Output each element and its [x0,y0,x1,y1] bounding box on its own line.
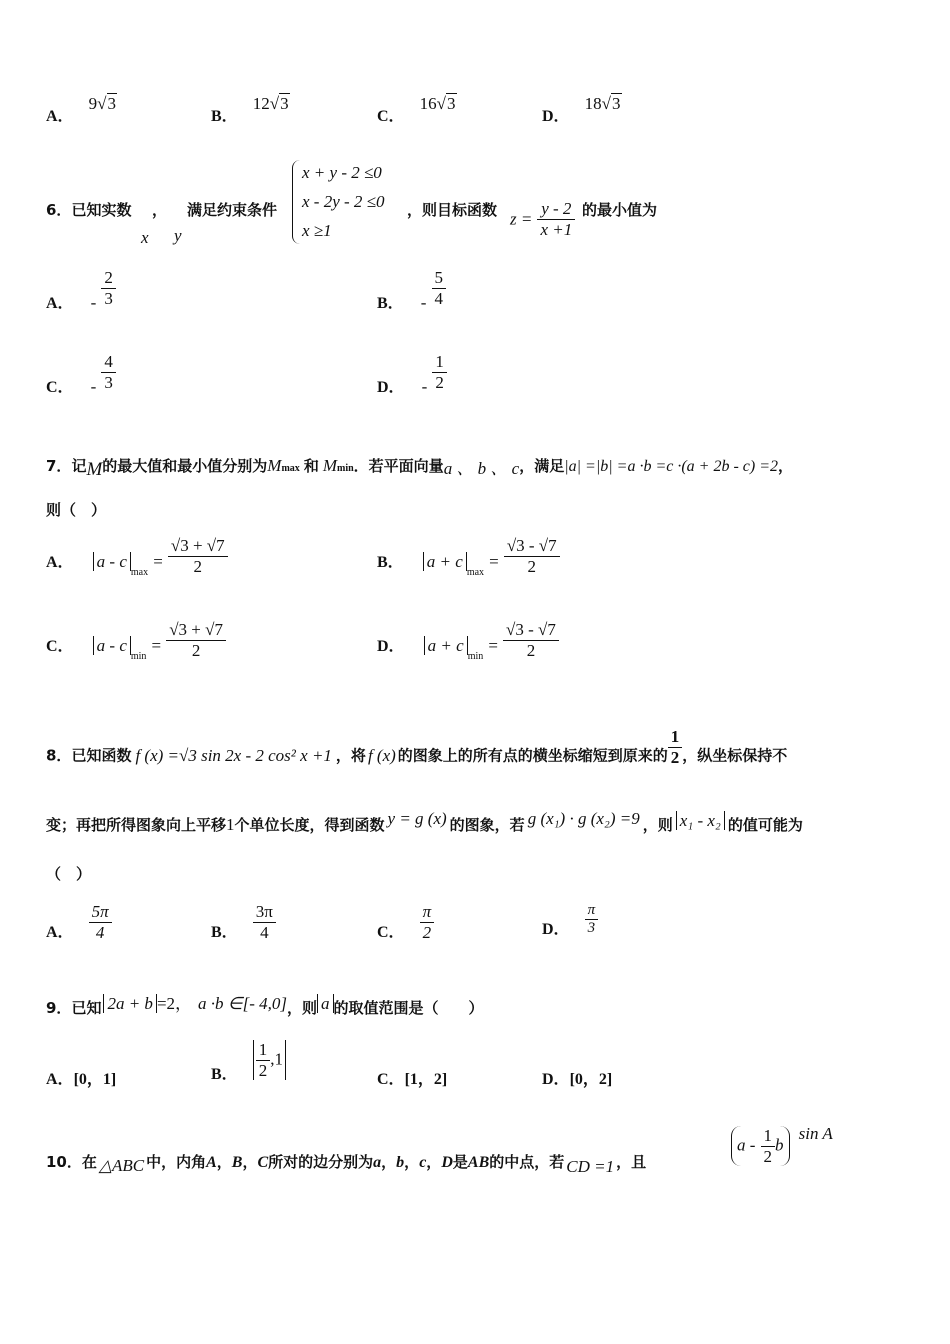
option-label: B． [211,108,238,125]
z-numerator: y - 2 [537,199,575,220]
option-label: B． [211,1065,238,1083]
denominator: 4 [434,288,444,308]
q7-stem-line-1 [46,451,794,480]
q8-stem-line-2 [46,809,803,835]
option-subscript: min [130,650,147,662]
q6-constraint-3: x ≥1 [302,221,332,240]
option-value: [0，2] [569,1071,613,1088]
option-fraction [503,620,559,660]
option-fraction [89,902,112,942]
q10-text: 是 [452,1153,468,1171]
q7-option-d[interactable]: D． $a + c_{min}$ = $\frac{√3 - √7}{2}$ [377,620,559,660]
q6-option-a[interactable] [46,268,116,312]
numerator: √3 - √7 [504,536,560,557]
q7-text: ，满足 [519,457,565,475]
denominator: 4 [95,922,105,942]
q8-option-d[interactable] [542,902,598,938]
q7-text: 记 [71,457,87,475]
q6-stem-2: 满足约束条件 [187,201,278,219]
denominator: 4 [260,922,269,942]
numerator: √3 + √7 [166,620,226,641]
option-sign: - [90,292,97,312]
numerator: 1 [432,352,447,373]
option-label: C． [46,637,74,655]
q9-norm: 2a + b [103,994,156,1013]
z-denominator: x +1 [540,219,573,239]
q6-comma: ， [152,201,168,219]
numerator: π [585,902,599,920]
q6-stem-3: ，则目标函数 [407,201,498,219]
q9-eq: =2， [156,994,193,1013]
numerator: 2 [101,268,116,289]
question-number: 7． [46,457,72,475]
q8-fx: f (x) [367,745,396,765]
interval-tail: ,1 [270,1049,284,1069]
option-expression: a - c [93,636,131,655]
q9-option-c[interactable] [377,1066,447,1089]
option-label: B． [377,553,404,571]
q9-text: 已知 [71,999,102,1017]
option-label: D． [377,378,405,396]
option-label: C． [46,378,74,396]
option-value: 12√3 [252,94,289,113]
q7-text: ．若平面向量 [353,457,444,475]
q6-constraint-2: x - 2y - 2 ≤0 [302,192,385,211]
option-sign: - [90,376,97,396]
option-value: [0，1] [73,1071,117,1088]
q9-dot-range: a ·b ∈[- 4,0] [198,994,287,1013]
q10-b: b [396,1154,405,1171]
q9-text: 的取值范围是（ ） [333,999,484,1017]
option-label: B． [377,294,404,312]
q6-stem-4: 的最小值为 [582,201,658,219]
q9-stem [46,993,484,1018]
option-expression: a + c [423,552,467,571]
q10-text: 在 [81,1153,97,1171]
option-fraction [504,536,560,576]
q8-text: 个单位长度，得到函数 [234,816,385,834]
q6-var-y: y [174,226,182,245]
option-value: 18√3 [584,94,621,113]
option-label: A． [46,553,74,571]
denominator: 2 [526,640,536,660]
denominator: 2 [193,556,202,576]
option-interval [253,1040,286,1080]
question-number: 9． [46,999,72,1017]
q6-objective [510,199,575,239]
q9-abs-a: a [317,994,334,1013]
q10-triangle: △ABC [98,1156,145,1175]
q10-sin-a: sin A [798,1123,833,1143]
option-label: A． [46,1071,74,1088]
option-expression: a + c [424,636,468,655]
option-fraction [420,902,435,942]
q8-option-c[interactable] [377,902,434,942]
q9-option-d[interactable] [542,1066,612,1089]
q10-B: B [231,1154,243,1171]
q8-text: 变；再把所得图象向上平移 [46,816,227,834]
option-label: D． [377,637,405,655]
option-expression: a - c [93,552,131,571]
option-subscript: max [130,566,149,578]
option-subscript: max [466,566,485,578]
option-fraction [101,352,116,392]
q8-text: 已知函数 [71,746,132,765]
option-label: A． [46,923,74,941]
q10-half [761,1126,776,1166]
denominator: 3 [104,372,113,392]
option-sign: - [421,376,428,396]
q10-text: 中，内角 [146,1153,207,1171]
denominator: 2 [191,640,201,660]
q8-text: ，将 [335,746,366,765]
option-label: C． [377,923,405,941]
q8-text: 的值可能为 [727,816,803,834]
option-label: D． [542,108,570,125]
q10-AB: AB [467,1154,490,1171]
option-sign: - [420,292,427,312]
q10-expression [731,1123,833,1166]
q6-text: 已知实数 [71,201,132,219]
option-fraction [256,1040,271,1080]
numerator: √3 - √7 [503,620,559,641]
option-fraction [166,620,226,660]
q7-text: 的最大值和最小值分别为 [102,457,268,475]
option-fraction [432,268,447,308]
option-label: A． [46,294,74,312]
denominator: 2 [527,556,536,576]
q7-min-sub: min [337,463,354,474]
question-number: 8． [46,746,72,765]
q9-option-a[interactable] [46,1066,116,1089]
option-value: [1，2] [404,1071,448,1088]
q6-constraint-1: x + y - 2 ≤0 [302,163,382,182]
q10-paren-group [731,1126,790,1166]
q5-option-a[interactable] [46,94,116,126]
q10-cd: CD =1 [566,1157,615,1176]
question-number: 10． [46,1153,82,1171]
q7-text: 和 [303,457,319,475]
q7-stem-line-2: 则（ ） [46,501,107,519]
q7-option-b[interactable]: B． $a + c_{max}$ = $\frac{√3 - √7}{2}$ [377,536,560,576]
numerator: 1 [761,1126,776,1147]
denominator: 3 [104,288,113,308]
denominator: 2 [258,1060,268,1080]
q8-text: 的图象，若 [449,816,525,834]
numerator: 5π [89,902,112,923]
q10-stem: 10．在 △ABC 中，内角A，B，C所对的边分别为a，b，c，D是AB的中点，若 CD =1 ，且 [46,1153,647,1176]
numerator: √3 + √7 [168,536,228,557]
q8-diff: x₁ - x₂ [676,811,725,830]
q6-stem-1 [46,199,131,220]
option-label: C． [377,1071,405,1088]
q10-expr-a: a - [737,1135,756,1155]
q10-A: A [206,1154,217,1171]
q10-text: ，且 [616,1153,647,1171]
q8-half [668,727,683,767]
q9-text: ，则 [286,999,317,1017]
numerator: 4 [101,352,116,373]
q10-text: 的中点，若 [489,1153,565,1171]
option-value: 16√3 [419,94,456,113]
q6-option-d[interactable] [377,352,447,396]
q8-text: ，纵坐标保持不 [682,746,788,765]
q7-text: ， [778,457,794,475]
q7-Mmin: M [322,456,337,475]
q5-option-b[interactable] [211,94,289,126]
q8-option-b[interactable] [211,902,276,942]
q10-c: c [419,1154,427,1171]
q10-text: 所对的边分别为 [268,1153,374,1171]
option-fraction [253,902,276,942]
q6-option-c[interactable] [46,352,116,396]
question-number: 6． [46,201,72,219]
q10-C: C [257,1154,269,1171]
q8-text: 的图象上的所有点的横坐标缩短到原来的 [397,746,668,765]
q8-one: 1 [226,815,235,834]
q8-gg: g (x₁) · g (x₂) =9 [527,809,640,828]
q5-option-d[interactable] [542,94,621,126]
q7-M: M [86,459,103,480]
numerator: π [420,902,435,923]
option-label: C． [377,108,405,125]
denominator: 2 [670,747,680,767]
q6-var-x: x [141,228,149,247]
q7-vectors: a 、 b 、 c [443,459,520,478]
q8-option-a[interactable] [46,902,112,942]
q7-Mmax: M [267,456,282,475]
option-fraction [585,902,599,938]
z-label: z = [510,209,533,229]
denominator: 3 [587,920,596,937]
option-subscript: min [467,650,484,662]
denominator: 2 [422,922,432,942]
q8-paren: （ ） [46,865,92,883]
q7-option-c[interactable]: C． a - $c_{min}$ = $\frac{√3 + √7}{2}$ [46,620,226,660]
q6-option-b[interactable] [377,268,446,312]
z-fraction [537,199,575,239]
denominator: 2 [763,1146,773,1166]
q10-expr-b: b [775,1135,784,1155]
option-fraction [168,536,228,576]
option-label: B． [211,923,238,941]
q7-condition: |a| =|b| =a ·b =c ·(a + 2b - c) =2 [564,458,779,475]
numerator: 3π [253,902,276,923]
denominator: 2 [435,372,444,392]
q5-option-c[interactable] [377,94,456,126]
numerator: 1 [668,727,683,748]
q7-option-a[interactable]: A． a - $c_{max}$ = $\frac{√3 + √7}{2}$ [46,536,228,576]
q7-max-sub: max [281,463,300,474]
option-label: D． [542,1071,570,1088]
q9-option-b[interactable] [211,1040,286,1083]
q8-function: f (x) =√3 sin 2x - 2 cos² x +1 [135,745,332,765]
q8-stem-line-1 [46,727,787,767]
q10-a: a [373,1154,382,1171]
option-label: A． [46,108,74,125]
option-fraction [432,352,447,392]
option-label: D． [542,921,570,939]
q10-D: D [441,1154,453,1171]
option-fraction [101,268,116,308]
numerator: 1 [256,1040,271,1061]
q8-g: y = g (x) [387,809,447,828]
q8-text: ，则 [642,816,673,834]
option-value: 9√3 [88,94,116,113]
numerator: 5 [432,268,447,289]
